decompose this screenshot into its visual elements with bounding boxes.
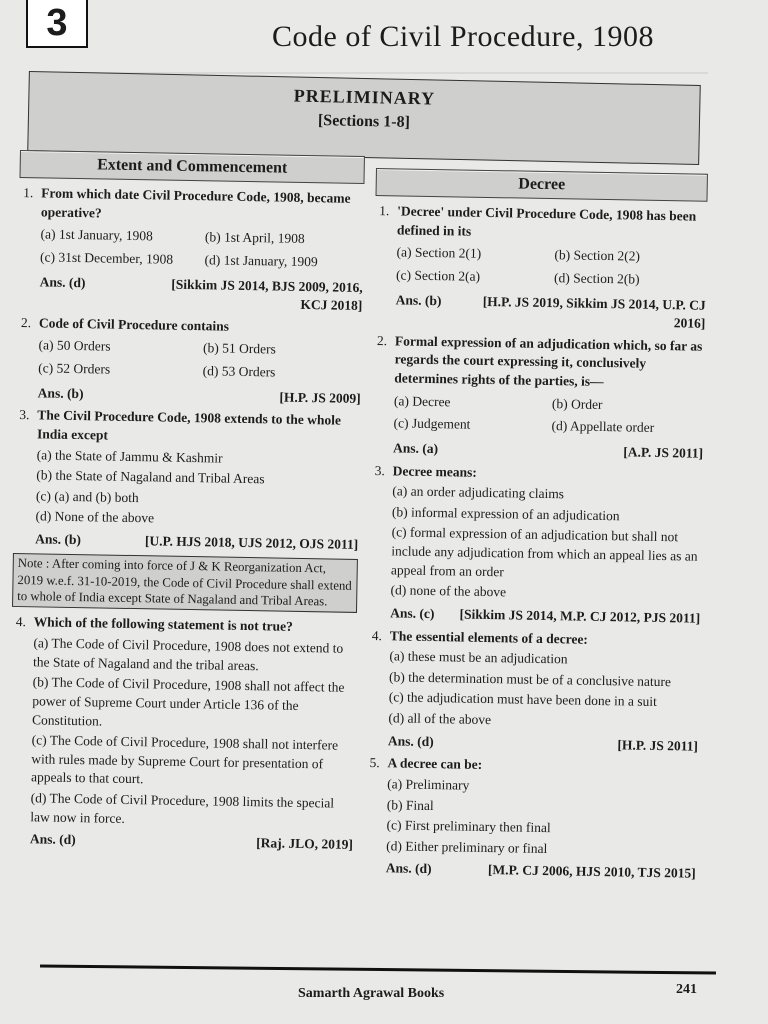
chapter-title: Code of Civil Procedure, 1908 bbox=[272, 20, 654, 53]
option: (d) The Code of Civil Procedure, 1908 limits the special law now in force. bbox=[30, 790, 335, 826]
option: (c) 31st December, 1908 bbox=[40, 249, 174, 267]
section-heading-decree: Decree bbox=[376, 168, 708, 202]
answer-line bbox=[38, 384, 361, 408]
footer-divider bbox=[40, 964, 716, 974]
answer-source: [H.P. JS 2019, Sikkim JS 2014, U.P. CJ 2016] bbox=[482, 293, 706, 331]
options-list bbox=[390, 483, 702, 606]
publisher-name: Samarth Agrawal Books bbox=[298, 986, 445, 1001]
option: (a) 1st January, 1908 bbox=[40, 226, 154, 244]
options-list bbox=[388, 648, 699, 734]
chapter-number: 3 bbox=[26, 0, 88, 48]
option: (b) The Code of Civil Procedure, 1908 shall not affect the power of Supreme Court under Article 136 of the Constitution. bbox=[31, 674, 345, 729]
option: (c) the adjudication must have been done in a suit bbox=[388, 689, 657, 710]
option: (b) the State of Nagaland and Tribal Areas bbox=[36, 467, 265, 487]
option: (c) (a) and (b) both bbox=[35, 488, 139, 505]
option: (d) Either preliminary or final bbox=[386, 838, 548, 856]
options-list bbox=[38, 335, 362, 386]
option: (b) Final bbox=[386, 796, 434, 813]
answer-line bbox=[35, 530, 358, 554]
answer-source: [A.P. JS 2011] bbox=[623, 444, 704, 461]
answer: Ans. (c) bbox=[390, 605, 435, 622]
question-number: 1. bbox=[379, 203, 390, 219]
option: (d) None of the above bbox=[35, 508, 155, 526]
answer-source: [Raj. JLO, 2019] bbox=[256, 835, 354, 853]
question-text: From which date Civil Procedure Code, 1908, became operative? bbox=[40, 185, 351, 221]
option: (a) Preliminary bbox=[387, 776, 470, 793]
option: (b) 1st April, 1908 bbox=[204, 229, 305, 247]
options-list bbox=[35, 446, 359, 532]
option: (d) 1st January, 1909 bbox=[204, 252, 318, 270]
option: (b) the determination must be of a conclusive nature bbox=[388, 669, 672, 690]
option: (c) First preliminary then final bbox=[386, 817, 551, 836]
option: (a) Section 2(1) bbox=[396, 244, 482, 262]
answer-source: [Sikkim JS 2014, M.P. CJ 2012, PJS 2011] bbox=[459, 606, 701, 626]
question-text: A decree can be: bbox=[387, 755, 483, 773]
left-column bbox=[8, 150, 365, 855]
answer: Ans. (d) bbox=[387, 733, 434, 749]
question-number: 4. bbox=[371, 627, 383, 643]
option: (c) formal expression of an adjudication but shall not include any adjudication from which an appeal lies as an appeal from an order bbox=[390, 524, 698, 579]
answer: Ans. (b) bbox=[37, 385, 84, 401]
answer: Ans. (d) bbox=[39, 273, 86, 290]
answer-source: [M.P. CJ 2006, HJS 2010, TJS 2015] bbox=[487, 862, 696, 882]
question-text: The Civil Procedure Code, 1908 extends to the whole India except bbox=[36, 407, 342, 443]
option: (d) Appellate order bbox=[551, 418, 655, 436]
answer: Ans. (b) bbox=[35, 531, 82, 548]
question-number: 3. bbox=[374, 462, 385, 478]
question-text: 'Decree' under Civil Procedure Code, 1908 has been defined in its bbox=[396, 203, 697, 239]
question-item bbox=[15, 406, 361, 449]
answer-source: [U.P. HJS 2018, UJS 2012, OJS 2011] bbox=[144, 533, 359, 553]
option: (a) the State of Jammu & Kashmir bbox=[36, 446, 223, 466]
question-number: 2. bbox=[20, 314, 32, 331]
answer: Ans. (a) bbox=[392, 440, 439, 457]
question-item bbox=[372, 332, 705, 394]
question-text: Code of Civil Procedure contains bbox=[38, 315, 230, 334]
answer: Ans. (d) bbox=[29, 831, 76, 848]
answer-line bbox=[39, 273, 363, 316]
option: (d) Section 2(b) bbox=[553, 270, 640, 287]
answer: Ans. (b) bbox=[395, 291, 442, 308]
banner-subheading: [Sections 1-8] bbox=[317, 112, 411, 131]
banner-heading: PRELIMINARY bbox=[293, 85, 436, 109]
question-number: 1. bbox=[23, 185, 34, 201]
option: (b) Section 2(2) bbox=[554, 247, 641, 264]
answer-source: [H.P. JS 2011] bbox=[617, 737, 699, 754]
option: (b) informal expression of an adjudication bbox=[391, 504, 620, 524]
answer-line bbox=[30, 831, 353, 855]
option: (d) 53 Orders bbox=[202, 363, 276, 380]
question-text: Decree means: bbox=[392, 462, 477, 480]
answer-source: [Sikkim JS 2014, BJS 2009, 2016, KCJ 2018] bbox=[171, 276, 363, 314]
options-list bbox=[40, 224, 364, 275]
question-text: The essential elements of a decree: bbox=[389, 627, 589, 647]
option: (c) Judgement bbox=[393, 415, 471, 433]
question-text: Formal expression of an adjudication which, so far as regards the court expressing it, conclusively determines rights of the parties, is— bbox=[394, 333, 703, 390]
right-column bbox=[364, 168, 708, 884]
options-list bbox=[30, 634, 356, 832]
question-number: 3. bbox=[19, 407, 30, 423]
option: (a) The Code of Civil Procedure, 1908 does not extend to the State of Nagaland and the tribal areas. bbox=[32, 635, 344, 673]
option: (b) 51 Orders bbox=[202, 340, 276, 357]
section-heading-extent: Extent and Commencement bbox=[20, 150, 365, 184]
answer-line bbox=[390, 604, 700, 628]
option: (c) The Code of Civil Procedure, 1908 shall not interfere with rules made by Supreme Court for presentation of appeals to that court. bbox=[30, 732, 339, 787]
answer: Ans. (d) bbox=[385, 860, 432, 877]
answer-line bbox=[386, 860, 696, 884]
question-item bbox=[19, 184, 365, 227]
option: (c) Section 2(a) bbox=[396, 267, 481, 284]
options-list bbox=[393, 390, 704, 441]
option: (c) 52 Orders bbox=[38, 360, 111, 377]
option: (b) Order bbox=[551, 395, 603, 412]
answer-source: [H.P. JS 2009] bbox=[279, 389, 361, 406]
note-box: Note : After coming into force of J & K Reorganization Act, 2019 w.e.f. 31-10-2019, the Code of Civil Procedure shall extend to whole of India except State of Nagaland and Tribal Areas. bbox=[12, 553, 358, 614]
question-item bbox=[375, 202, 708, 245]
answer-line bbox=[395, 291, 706, 334]
option: (a) Decree bbox=[393, 393, 451, 410]
page-number: 241 bbox=[676, 982, 697, 997]
answer-line bbox=[388, 732, 698, 756]
options-list bbox=[396, 242, 707, 293]
question-number: 4. bbox=[15, 614, 27, 630]
option: (d) all of the above bbox=[388, 710, 492, 728]
option: (a) these must be an adjudication bbox=[389, 648, 568, 667]
option: (a) 50 Orders bbox=[38, 337, 111, 355]
options-list bbox=[386, 775, 697, 861]
option: (d) none of the above bbox=[390, 582, 507, 600]
question-text: Which of the following statement is not true? bbox=[33, 614, 293, 635]
option: (a) an order adjudicating claims bbox=[392, 483, 565, 502]
question-number: 5. bbox=[369, 755, 380, 771]
answer-line bbox=[393, 439, 703, 463]
question-number: 2. bbox=[376, 332, 388, 349]
